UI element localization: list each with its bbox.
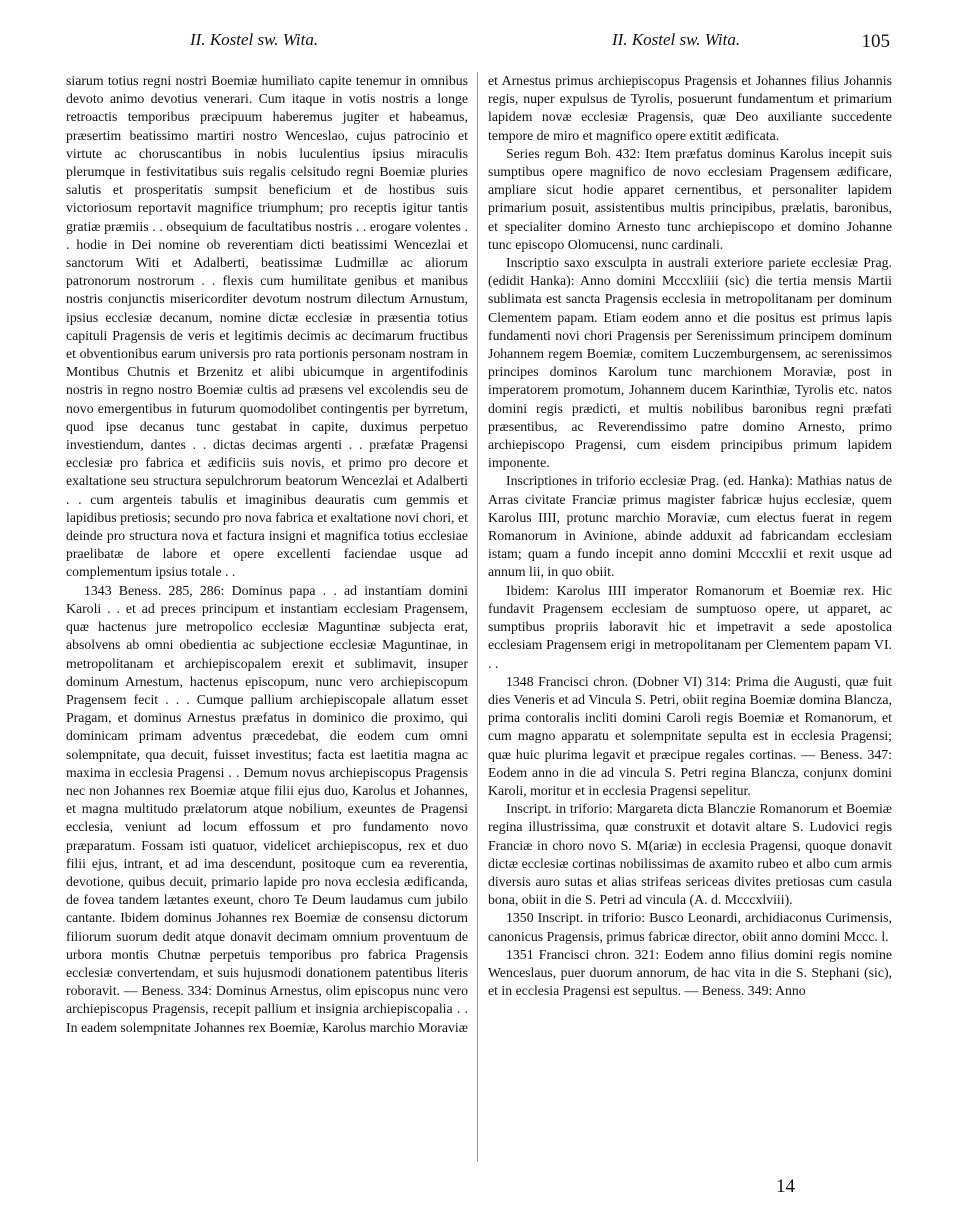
left-column <box>66 72 468 1037</box>
paragraph: 1351 Francisci chron. 321: Eodem anno filius domini regis nomine Wenceslaus, puer duorum annorum, de hac vita in die S. Stephani (sic), et in ecclesia Pragensi est sepultus. — Beness. 349: Anno <box>488 946 892 999</box>
paragraph: Ibidem: Karolus IIII imperator Romanorum et Boemiæ rex. Hic fundavit Pragensem ecclesiam de sumptuoso opere, ut apparet, ac sumptibus propriis laboravit hic et impetravit a sede apostolica ecclesiam Pragensem erigi in metropolitanam per Clementem papam VI. . . <box>488 582 892 671</box>
paragraph: Inscriptiones in triforio ecclesiæ Prag. (ed. Hanka): Mathias natus de Arras civitate Franciæ primus magister fabricæ hujus ecclesiæ, quem Karolus IIII, protunc marchio Moraviæ, cum electus fuerat in regem Romanorum in Avinione, abinde adduxit ad fabricandam ecclesiam istam; quam a fundo incepit anno domini Mcccxlii et rexit usque ad annum lii, in quo obiit. <box>488 473 892 580</box>
paragraph: Inscript. in triforio: Margareta dicta Blanczie Romanorum et Boemiæ regina illustrissima, quæ construxit et dotavit altare S. Ludovici regis Franciæ in choro novo S. M(ariæ) in ecclesia Pragensi, quoque donavit dictæ ecclesiæ cortinas nobilissimas de axamito rubeo et albo cum armis diversis auro sutas et alias strifeas sericeas divites pretiosas cum casula bona, obiit in die S. Petri ad vincula (A. d. Mcccxlviii). <box>488 801 892 908</box>
running-header-left: II. Kostel sw. Wita. <box>190 30 319 49</box>
right-column <box>488 72 892 1000</box>
paragraph: Inscriptio saxo exsculpta in australi exteriore pariete ecclesiæ Prag. (edidit Hanka): Anno domini Mcccxliiii (sic) die tertia mensis Martii sublimata est sancta Pragensis ecclesia in metropolitanam per dominum Clementem papam. Etiam eodem anno et die positus est primus lapis fundamenti novi chori Pragensis per Serenissimum principem dominum Johannem regem Boemiæ, comitem Luczemburgensem, ac serenissimos principes dominos Karolum tunc marchionem Moraviæ, post in imperatorem promotum, Johannem ducem Karinthiæ, Tyrolis etc. natos domini regis prædicti, et multis nobilibus baronibus regni præfati præsentibus, ac Reverendissimo patre domino Arnesto, primo archiepiscopo Pragensi, cum eisdem principibus primum lapidem imponente. <box>488 255 892 471</box>
page-number: 105 <box>861 31 890 52</box>
signature-mark: 14 <box>776 1176 795 1197</box>
paragraph: et Arnestus primus archiepiscopus Pragensis et Johannes filius Johannis regis, nuper expulsus de Tyrolis, posuerunt fundamentum et primarium lapidem novæ ecclesiæ Pragensis, quæ Deo auxiliante succedente tempore de miro et magnifico opere extitit ædificata. <box>488 73 892 143</box>
column-divider <box>477 72 478 1162</box>
paragraph: 1343 Beness. 285, 286: Dominus papa . . ad instantiam domini Karoli . . et ad preces principum et instantiam ecclesiam Pragensem, quæ hactenus jure metropolico ecclesiæ Maguntinæ subjecta erat, absolvens ab omni obedientia ac subjectione ecclesiæ Maguntinae, in metropolitanam et archiepiscopalem erexit et sublimavit, insuper dominum Arnestum, hactenus episcopum, nunc vero archiepiscopum Pragensem fecit . . . Cumque pallium archiepiscopale allatum esset Pragam, et dominus Arnestus præfatus in dominico die proximo, qui dominicam primam adventus præcedebat, die eodem cum omni solempnitate, qua decuit, fuisset investitus; facta est laetitia magna ac maxima in ecclesia Pragensi . . Demum novus archiepiscopus Pragensis nec non Johannes rex Boemiæ atque filii ejus duo, Karolus et Johannes, et magna multitudo prælatorum atque nobilium, exeuntes de Pragensi ecclesia, veniunt ad locum effossum et pro fundamento novo præparatum. Fossam isti quatuor, videlicet archiepiscopus, rex et duo filii ejus, intrant, et ad ima descendunt, positoque cum ea reverentia, devotione, quibus decuit, primario lapide pro nova ecclesia ædificanda, de fovea tandem lætantes exeunt, choro Te Deum laudamus cum jubilo cantante. Ibidem dominus Johannes rex Boemiæ de consensu dictorum filiorum suorum dedit atque donavit decimam omnium proventuum de urbora montis Chutnæ perpetuis temporibus pro fabrica Pragensis ecclesiæ convertendam, et suis hujusmodi donationem patentibus literis roboravit. — Beness. 334: Dominus Arnestus, olim episcopus nunc vero archiepiscopus Pragensis, recepit pallium et insignia archiepiscopalia . . In eadem solempnitate Johannes rex Boemiæ, Karolus marchio Moraviæ <box>66 582 468 1035</box>
paragraph: Series regum Boh. 432: Item præfatus dominus Karolus incepit suis sumptibus opere magnifico de novo ecclesiam Pragensem ædificare, ampliare sicut hodie apparet cernentibus, et personaliter lapidem primarium posuit, assistentibus multis principibus, prælatis, baronibus, et specialiter domino Arnesto tunc archiepiscopo et domino Johanne tunc episcopo Olomucensi, nunc cardinali. <box>488 145 892 252</box>
paragraph: siarum totius regni nostri Boemiæ humiliato capite tenemur in omnibus devoto animo devotius venerari. Cum itaque in votis nostris a longe retroactis temporibus præcipuum haberemus jugiter et habeamus, præsertim beatissimo martiri nostro Wenceslao, cujus patrocinio et virtute ac choruscantibus in nobis luculentius ipsius miraculis plerumque in festivitatibus suis regalis celsitudo regni Boemiæ pluries salutis et prosperitatis sumpsit beneficium et de hostibus suis victoriosum reportavit magnifice triumphum; pro receptis igitur tantis gratiæ præmiis . . obsequium de facultatibus nostris . . erogare volentes . . hodie in Dei nomine ob reverentiam dicti beatissimi Wencezlai et sanctorum Witi et Adalberti, beatissimæ Ludmillæ ac aliorum patronorum nostrorum . . flexis cum humilitate genibus et manibus nostris conjunctis misericorditer devotum nostrum dilectum Arnustum, ipsius ecclesiæ decanum, nomine dictæ ecclesiæ in præsentia totius capituli Pragensis de veris et legitimis decimis ac decimarum fructibus et obventionibus earum universis pro rata portionis personam nostram in Montibus Chutnis et Brzenitz et alibi ubicumque in argentifodinis nostris in regno nostro Boemiæ cultis ad præsens vel excolendis seu de novo emergentibus in futurum quomodolibet contingentis per byrretum, quod ipse decanus tunc gestabat in capite, duximus perpetuo investiendum, dantes . . dictas decimas argenti . . præfatæ Pragensi ecclesiæ pro fabrica et ædificiis suis novis, et primo pro decore et exaltatione seu structura sepulchrorum beatorum Wencezlai et Adalberti . . cum argenteis tabulis et imaginibus deauratis cum gemmis et lapidibus pretiosis; secundo pro nova fabrica et exaltatione novi chori, et deinde pro structura nova et factura insigni et magnifica totius ecclesiae praelibatæ de labore et opere excellenti faciendae usque ad complementum ipsius totale . . <box>66 73 468 580</box>
running-header-right: II. Kostel sw. Wita. <box>612 30 741 49</box>
paragraph: 1350 Inscript. in triforio: Busco Leonardi, archidiaconus Curimensis, canonicus Pragensis, primus fabricæ director, obiit anno domini Mccc. l. <box>488 910 892 944</box>
paragraph: 1348 Francisci chron. (Dobner VI) 314: Prima die Augusti, quæ fuit dies Veneris et ad Vincula S. Petri, obiit regina Boemiæ domina Blancza, prima contoralis incliti domini Caroli regis Boemiæ et Romanorum, et cum magno apparatu et solempnitate sepulta est in ecclesia Pragensi; quæ huic plurima legavit et præcipue regales cortinas. — Beness. 347: Eodem anno in die ad vincula S. Petri regina Blancza, conjunx domini Karoli, moritur et in ecclesia Pragensi sepelitur. <box>488 673 892 798</box>
